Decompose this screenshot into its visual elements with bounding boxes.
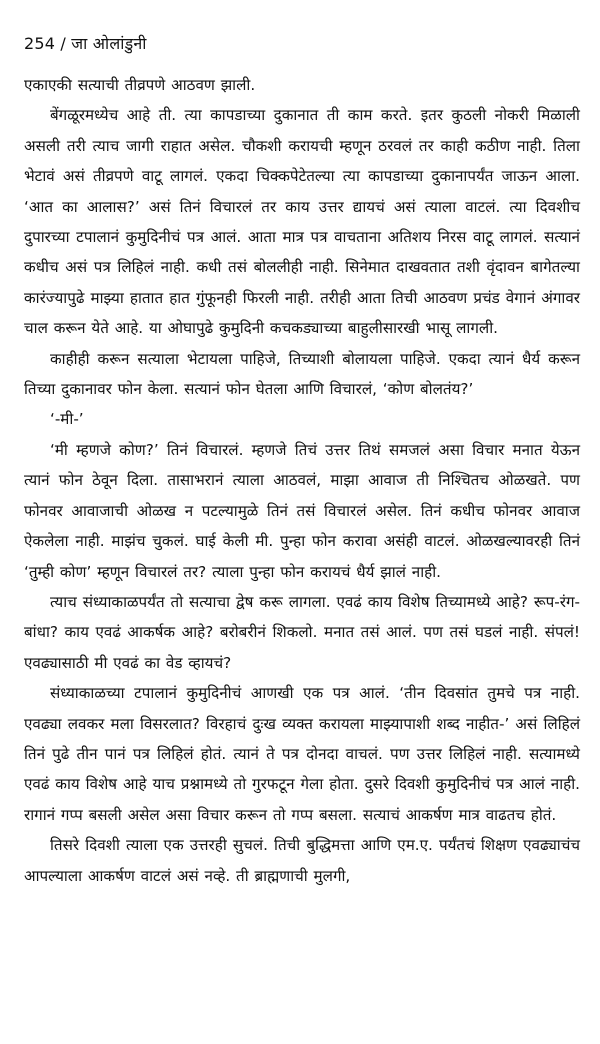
paragraph-8: तिसरे दिवशी त्याला एक उत्तरही सुचलं. तिची बुद्धिमत्ता आणि एम.ए. पर्यंतचं शिक्षण एवढ्याचंच आपल्याला आकर्षण वाटलं असं नव्हे. ती ब्राह्मणाची मुलगी, (24, 836, 580, 885)
running-head: 254 / जा ओलांडुनी (24, 34, 147, 53)
paragraph-5: ‘मी म्हणजे कोण?’ तिनं विचारलं. म्हणजे तिचं उत्तर तिथं समजलं असा विचार मनात येऊन त्यानं फोन ठेवून दिला. तासाभरानं त्याला आठवलं, माझा आवाज ती निश्चितच ओळखते. पण फोनवर आवाजाची ओळख न पटल्यामुळे तिनं तसं विचारलं असेल. तिनं कधीच फोनवर आवाज ऐकलेला नाही. माझंच चुकलं. घाई केली मी. पुन्हा फोन करावा असंही वाटलं. ओळखल्यावरही तिनं ‘तुम्ही कोण’ म्हणून विचारलं तर? त्याला पुन्हा फोन करायचं धैर्य झालं नाही. (24, 440, 580, 581)
paragraph-2: बेंगळूरमध्येच आहे ती. त्या कापडाच्या दुकानात ती काम करते. इतर कुठली नोकरी मिळाली असली तरी त्याच जागी राहात असेल. चौकशी करायची म्हणून ठरवलं तर काही कठीण नाही. तिला भेटावं असं तीव्रपणे वाटू लागलं. एकदा चिक्कपेटेतल्या त्या कापडाच्या दुकानापर्यंत जाऊन आला. ‘आत का आलास?’ असं तिनं विचारलं तर काय उत्तर द्यायचं असं त्याला वाटलं. त्या दिवशीच दुपारच्या टपालानं कुमुदिनीचं पत्र आलं. आता मात्र पत्र वाचताना अतिशय निरस वाटू लागलं. सत्यानं कधीच असं पत्र लिहिलं नाही. कधी तसं बोललीही नाही. सिनेमात दाखवतात तशी वृंदावन बागेतल्या कारंज्यापुढे माझ्या हातात हात गुंफूनही फिरली नाही. तरीही आता तिची आठवण प्रचंड वेगानं अंगावर चाल करून येते आहे. या ओघापुढे कुमुदिनी कचकड्याच्या बाहुलीसारखी भासू लागली. (24, 106, 580, 338)
body-text (24, 70, 580, 891)
paragraph-6: त्याच संध्याकाळपर्यंत तो सत्याचा द्वेष करू लागला. एवढं काय विशेष तिच्यामध्ये आहे? रूप-रंग-बांधा? काय एवढं आकर्षक आहे? बरोबरीनं शिकलो. मनात तसं आलं. पण तसं घडलं नाही. संपलं! एवढ्यासाठी मी एवढं का वेड व्हायचं? (24, 592, 580, 672)
paragraph-3: काहीही करून सत्याला भेटायला पाहिजे, तिच्याशी बोलायला पाहिजे. एकदा त्यानं धैर्य करून तिच्या दुकानावर फोन केला. सत्यानं फोन घेतला आणि विचारलं, ‘कोण बोलतंय?’ (24, 349, 580, 399)
paragraph-7: संध्याकाळच्या टपालानं कुमुदिनीचं आणखी एक पत्र आलं. ‘तीन दिवसांत तुमचे पत्र नाही. एवढ्या लवकर मला विसरलात? विरहाचं दुःख व्यक्त करायला माझ्यापाशी शब्द नाहीत-’ असं लिहिलं तिनं पुढे तीन पानं पत्र लिहिलं होतं. त्यानं ते पत्र दोनदा वाचलं. पण उत्तर लिहिलं नाही. सत्यामध्ये एवढं काय विशेष आहे याच प्रश्नामध्ये तो गुरफटून गेला होता. दुसरे दिवशी कुमुदिनीचं पत्र आलं नाही. रागानं गप्प बसली असेल असा विचार करून तो गप्प बसला. सत्याचं आकर्षण मात्र वाढतच होतं. (24, 684, 580, 824)
paragraph-1: एकाएकी सत्याची तीव्रपणे आठवण झाली. (24, 76, 256, 94)
paragraph-4-dialogue: ‘-मी-’ (50, 410, 84, 429)
